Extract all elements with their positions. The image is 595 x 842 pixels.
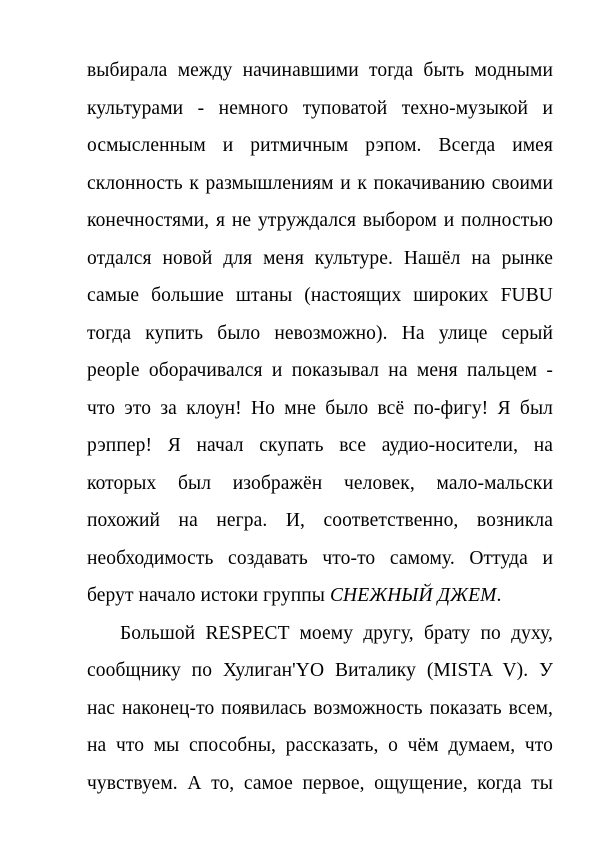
text-line: Большой RESPECT моему другу, брату по духу, bbox=[120, 622, 553, 644]
text-line: рэппер! Я начал скупать все аудио-носители, на bbox=[87, 435, 553, 456]
text-line-last bbox=[87, 577, 553, 615]
text-line: выбирала между начинавшими тогда быть модными bbox=[87, 60, 553, 81]
text-line: на что мы способны, рассказать, о чём думаем, что bbox=[87, 735, 553, 756]
text-line: сообщнику по Хулиган'YO Виталику (MISTA V). У bbox=[87, 660, 553, 681]
text-line: что это за клоун! Но мне было всё по-фигу! Я был bbox=[87, 397, 553, 419]
text-line: необходимость создавать что-то самому. Оттуда и bbox=[87, 547, 553, 569]
body-text bbox=[87, 52, 553, 802]
text-line: отдался новой для меня культуре. Нашёл на рынке bbox=[87, 247, 553, 269]
text-line: people оборачивался и показывал на меня пальцем - bbox=[87, 360, 553, 381]
text-line: тогда купить было невозможно). На улице серый bbox=[87, 322, 553, 344]
text-line: нас наконец-то появилась возможность показать всем, bbox=[87, 697, 553, 719]
paragraph-2 bbox=[87, 615, 553, 803]
text-line: похожий на негра. И, соответственно, возникла bbox=[87, 510, 553, 531]
text-line: чувствуем. А то, самое первое, ощущение, когда ты bbox=[87, 772, 553, 794]
text-line: которых был изображён человек, мало-мальски bbox=[87, 472, 553, 494]
paragraph-1 bbox=[87, 52, 553, 615]
text-line: конечностями, я не утруждался выбором и полностью bbox=[87, 210, 553, 231]
text-segment: берут начало истоки группы bbox=[87, 585, 330, 606]
band-name-emphasis: СНЕЖНЫЙ ДЖЕМ bbox=[329, 585, 497, 606]
text-line: культурами - немного туповатой техно-музыкой и bbox=[87, 97, 553, 119]
text-line: самые большие штаны (настоящих широких FUBU bbox=[87, 285, 553, 306]
text-line: склонность к размышлениям и к покачиванию своими bbox=[87, 172, 553, 194]
text-line: осмысленным и ритмичным рэпом. Всегда имея bbox=[87, 135, 553, 156]
text-segment: . bbox=[496, 585, 502, 606]
